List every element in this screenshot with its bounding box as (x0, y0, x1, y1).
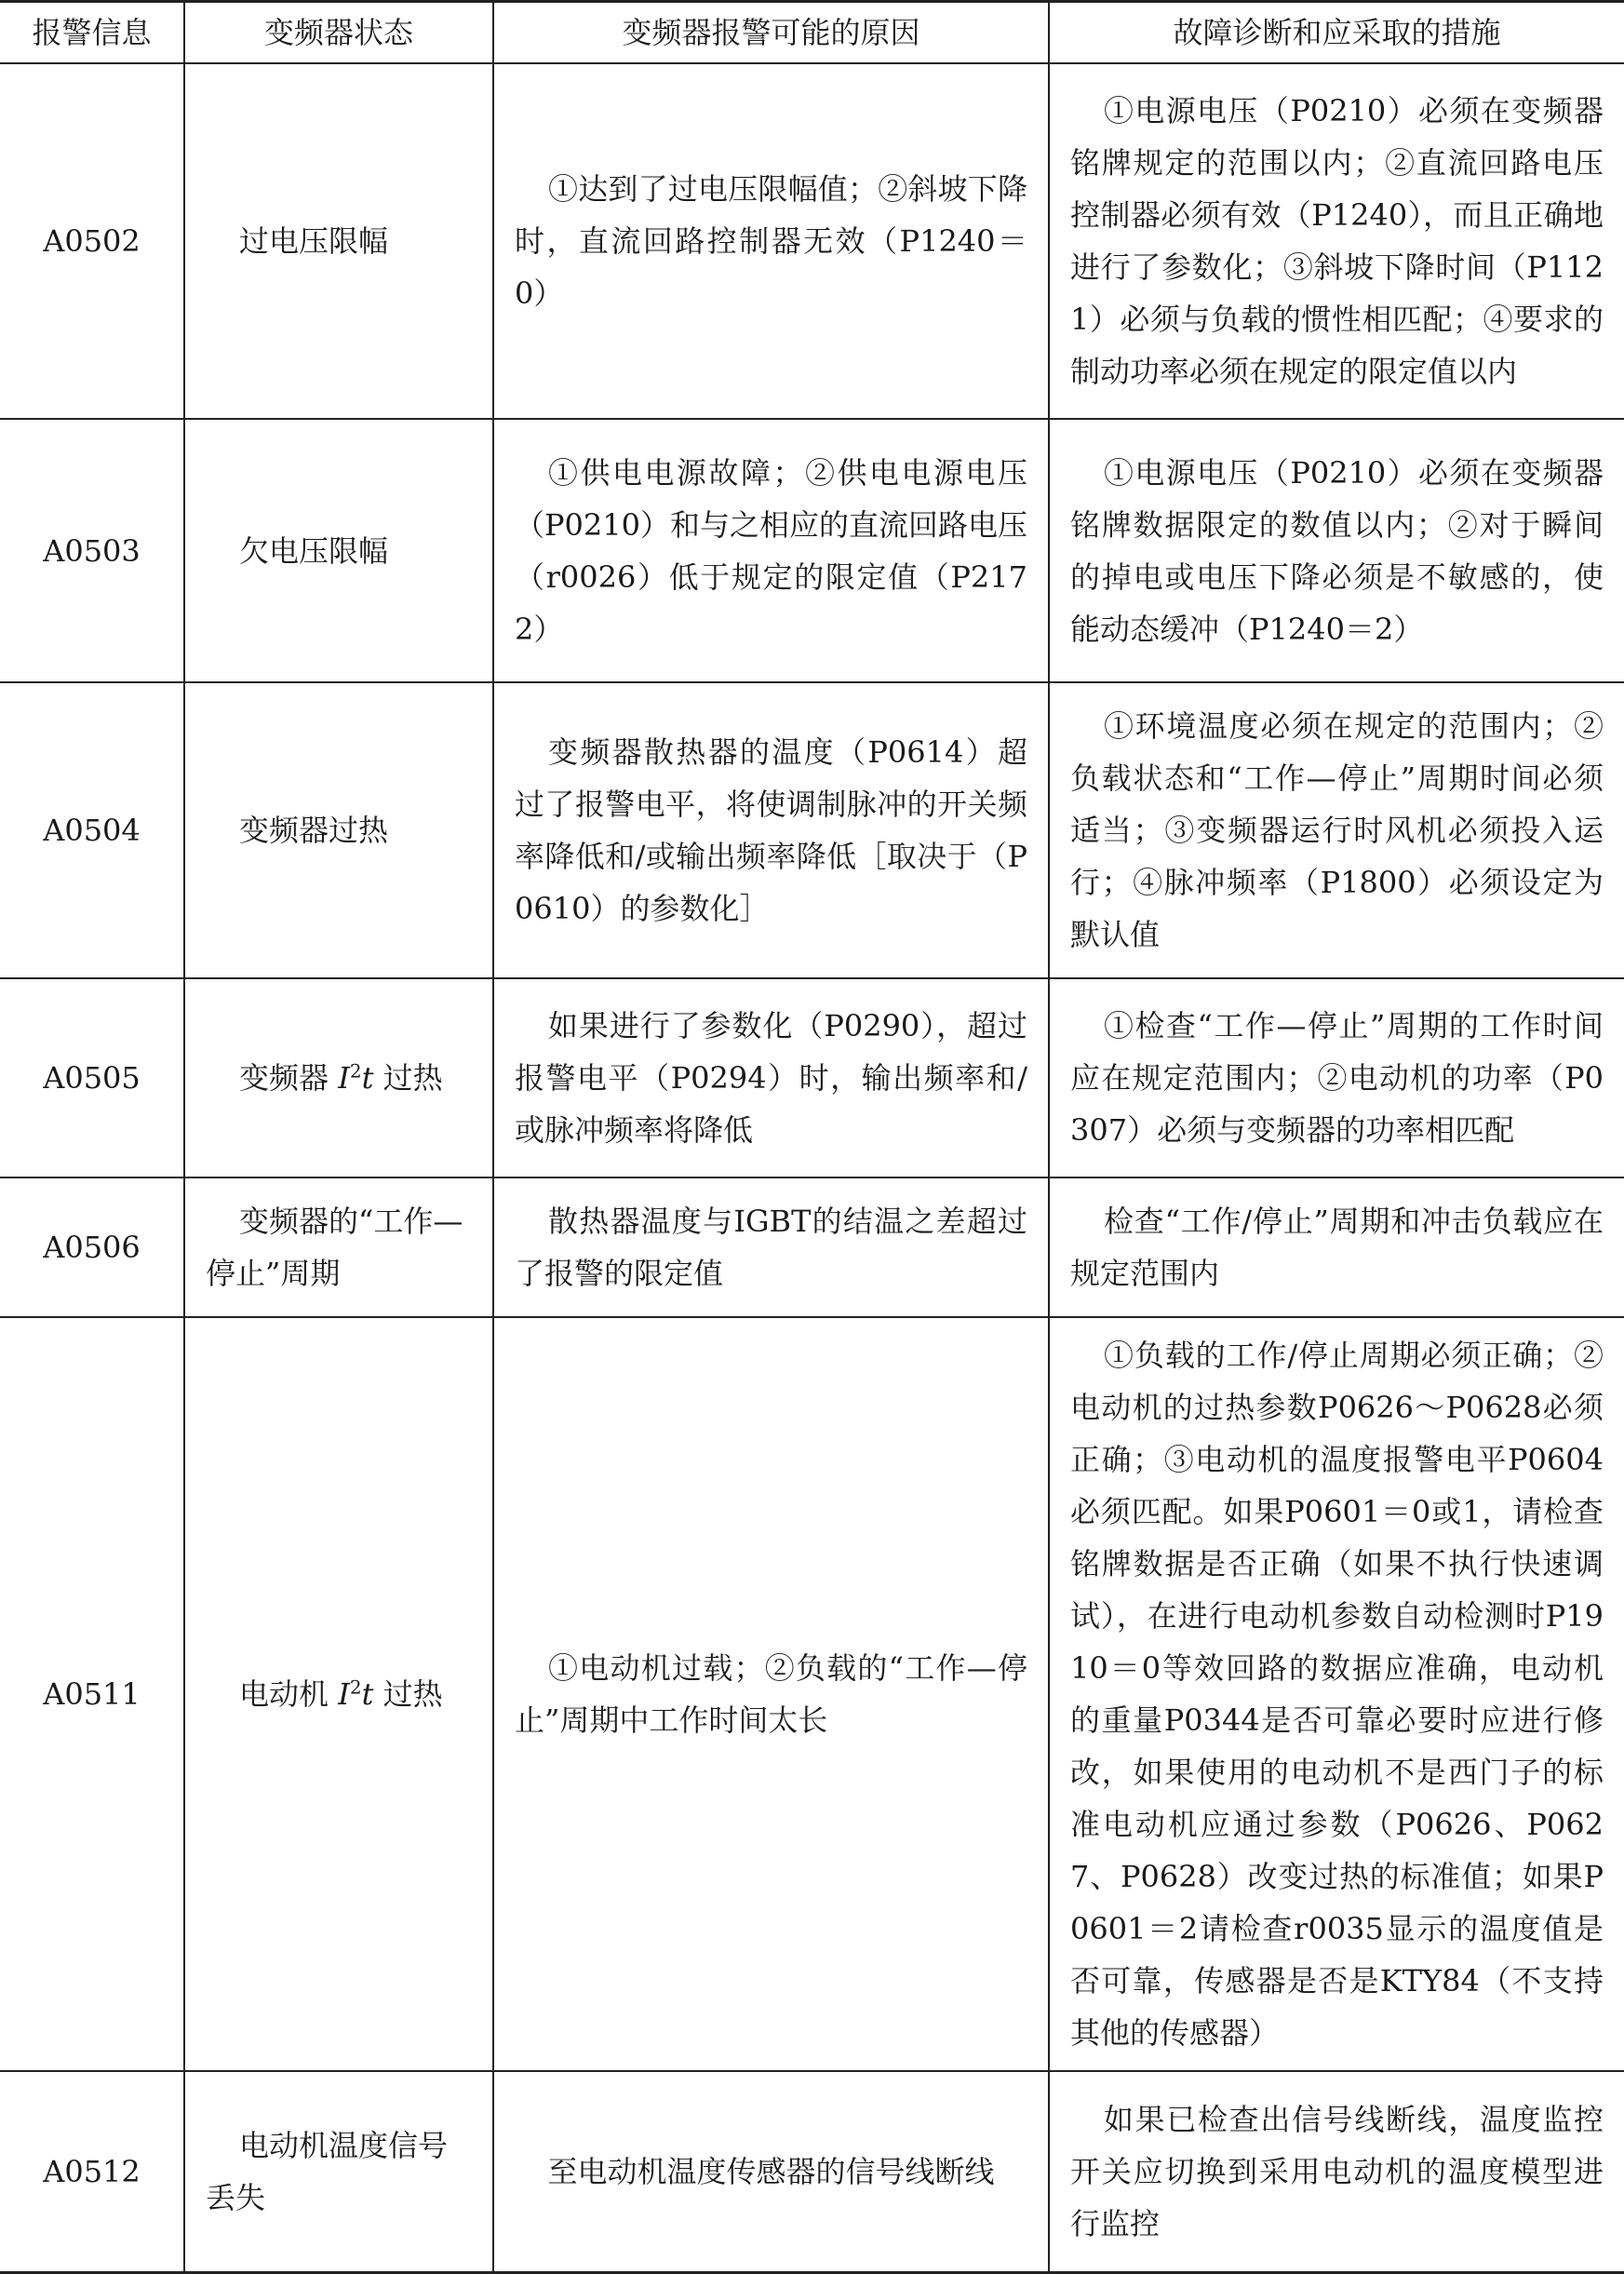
table-row (0, 1177, 1624, 1317)
header-possible-cause: 变频器报警可能的原因 (493, 2, 1049, 64)
alarm-code: A0502 (0, 63, 184, 419)
diagnosis-action: ①负载的工作/停止周期必须正确；②电动机的过热参数P0626～P0628必须正确；③电动机的温度报警电平P0604必须匹配。如果P0601＝0或1，请检查铭牌数据是否正确（如果不执行快速调试），在进行电动机参数自动检测时P1910＝0等效回路的数据应准确，电动机的重量P0344是否可靠必要时应进行修改，如果使用的电动机不是西门子的标准电动机应通过参数（P0626、P0627、P0628）改变过热的标准值；如果P0601＝2请检查r0035显示的温度值是否可靠，传感器是否是KTY84（不支持其他的传感器） (1049, 1317, 1624, 2071)
inverter-status: 过电压限幅 (184, 63, 493, 419)
alarm-code: A0503 (0, 419, 184, 682)
table-row (0, 63, 1624, 419)
inverter-status: 欠电压限幅 (184, 419, 493, 682)
inverter-status: 电动机温度信号丢失 (184, 2071, 493, 2272)
status-symbol-i: I (338, 1060, 350, 1096)
status-symbol-t: t (361, 1060, 374, 1096)
alarm-code: A0504 (0, 682, 184, 978)
alarm-code: A0506 (0, 1177, 184, 1317)
diagnosis-action: ①环境温度必须在规定的范围内；②负载状态和“工作—停止”周期时间必须适当；③变频器运行时风机必须投入运行；④脉冲频率（P1800）必须设定为默认值 (1049, 682, 1624, 978)
status-prefix: 变频器 (239, 1060, 329, 1096)
header-alarm-info: 报警信息 (0, 2, 184, 64)
inverter-status (184, 978, 493, 1177)
header-inverter-status: 变频器状态 (184, 2, 493, 64)
table-row (0, 419, 1624, 682)
status-superscript: 2 (349, 1675, 362, 1699)
table-row (0, 978, 1624, 1177)
possible-cause: 如果进行了参数化（P0290），超过报警电平（P0294）时，输出频率和/或脉冲频率将降低 (493, 978, 1049, 1177)
possible-cause: 散热器温度与IGBT的结温之差超过了报警的限定值 (493, 1177, 1049, 1317)
possible-cause: 至电动机温度传感器的信号线断线 (493, 2071, 1049, 2272)
status-symbol-i: I (338, 1676, 350, 1712)
possible-cause: ①供电电源故障；②供电电源电压（P0210）和与之相应的直流回路电压（r0026）低于规定的限定值（P2172） (493, 419, 1049, 682)
header-row (0, 2, 1624, 64)
table-row (0, 682, 1624, 978)
status-symbol-t: t (361, 1676, 374, 1712)
inverter-status (184, 1317, 493, 2071)
possible-cause: 变频器散热器的温度（P0614）超过了报警电平，将使调制脉冲的开关频率降低和/或输出频率降低［取决于（P0610）的参数化］ (493, 682, 1049, 978)
diagnosis-action: ①检查“工作—停止”周期的工作时间应在规定范围内；②电动机的功率（P0307）必须与变频器的功率相匹配 (1049, 978, 1624, 1177)
status-prefix: 电动机 (239, 1676, 329, 1712)
status-suffix: 过热 (383, 1676, 443, 1712)
inverter-status: 变频器过热 (184, 682, 493, 978)
status-suffix: 过热 (383, 1060, 443, 1096)
possible-cause: ①达到了过电压限幅值；②斜坡下降时，直流回路控制器无效（P1240＝0） (493, 63, 1049, 419)
status-superscript: 2 (349, 1059, 362, 1083)
possible-cause: ①电动机过载；②负载的“工作—停止”周期中工作时间太长 (493, 1317, 1049, 2071)
inverter-status: 变频器的“工作—停止”周期 (184, 1177, 493, 1317)
diagnosis-action: ①电源电压（P0210）必须在变频器铭牌数据限定的数值以内；②对于瞬间的掉电或电压下降必须是不敏感的，使能动态缓冲（P1240＝2） (1049, 419, 1624, 682)
diagnosis-action: ①电源电压（P0210）必须在变频器铭牌规定的范围以内；②直流回路电压控制器必须有效（P1240），而且正确地进行了参数化；③斜坡下降时间（P1121）必须与负载的惯性相匹配；④要求的制动功率必须在规定的限定值以内 (1049, 63, 1624, 419)
diagnosis-action: 检查“工作/停止”周期和冲击负载应在规定范围内 (1049, 1177, 1624, 1317)
alarm-code: A0512 (0, 2071, 184, 2272)
alarm-code: A0511 (0, 1317, 184, 2071)
alarm-code: A0505 (0, 978, 184, 1177)
table-row (0, 2071, 1624, 2272)
diagnosis-action: 如果已检查出信号线断线，温度监控开关应切换到采用电动机的温度模型进行监控 (1049, 2071, 1624, 2272)
table-row (0, 1317, 1624, 2071)
header-diagnosis-action: 故障诊断和应采取的措施 (1049, 2, 1624, 64)
